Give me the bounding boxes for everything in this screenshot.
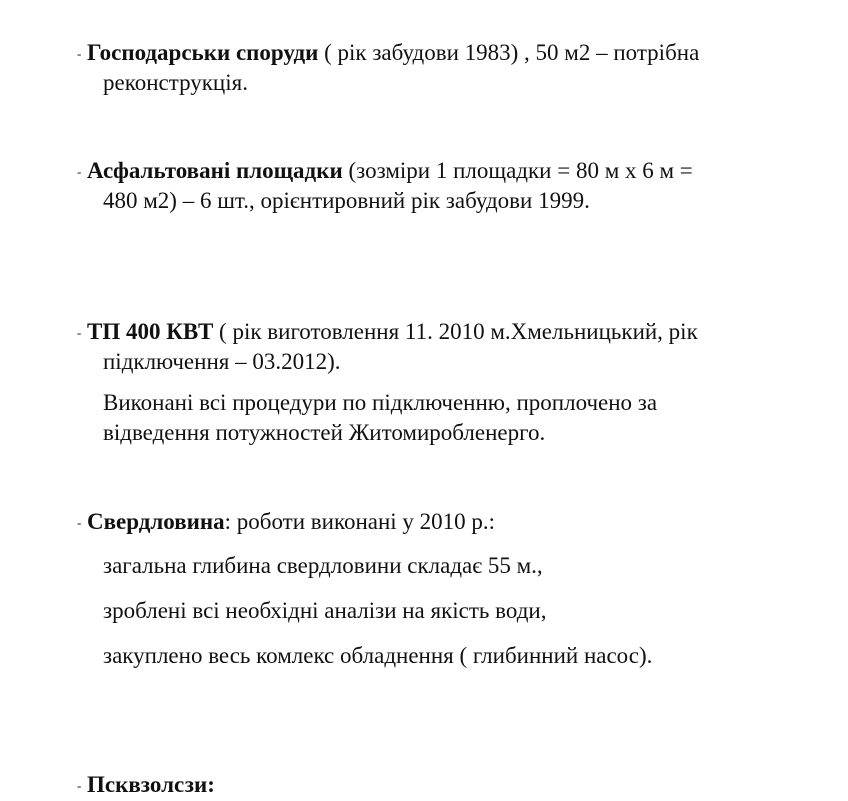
note-line: відведення потужностей Житомиробленерго. bbox=[103, 420, 546, 445]
bullet-dash: - bbox=[77, 778, 82, 793]
note-line: Виконані всі процедури по підключенню, проплочено за bbox=[103, 390, 658, 415]
list-item-outbuildings bbox=[77, 38, 797, 98]
item-continuation: підключення – 03.2012). bbox=[103, 349, 341, 374]
list-item-first-line bbox=[77, 770, 797, 800]
item-text: (зозміри 1 площадки = 80 м х 6 м = bbox=[342, 158, 693, 183]
well-depth-line: загальна глибина свердловини складає 55 м., bbox=[103, 553, 543, 578]
bullet-dash: - bbox=[77, 515, 82, 530]
list-item-first-line bbox=[77, 317, 797, 347]
list-item-transformer bbox=[77, 317, 797, 377]
item-continuation: 480 м2) – 6 шт., орієнтировний рік забудови 1999. bbox=[103, 188, 590, 213]
item-heading: Господарськи споруди bbox=[87, 40, 319, 65]
well-equipment-line: закуплено весь комлекс обладнення ( глибинний насос). bbox=[103, 643, 653, 668]
list-item-first-line bbox=[77, 38, 797, 68]
list-item-well bbox=[77, 507, 797, 537]
item-text: ( рік забудови 1983) , 50 м2 – потрібна bbox=[318, 40, 700, 65]
bullet-dash: - bbox=[77, 325, 82, 340]
item-continuation: реконструкція. bbox=[103, 70, 248, 95]
list-item-asphalt-areas bbox=[77, 156, 797, 216]
list-item-first-line bbox=[77, 507, 797, 537]
item-heading: Псквзолсзи: bbox=[87, 772, 215, 797]
item-heading: Свердловина bbox=[87, 509, 225, 534]
bullet-dash: - bbox=[77, 164, 82, 179]
list-item-first-line bbox=[77, 156, 797, 186]
item-text: : роботи виконані у 2010 р.: bbox=[224, 509, 496, 534]
bullet-dash: - bbox=[77, 46, 82, 61]
transformer-note bbox=[103, 388, 657, 448]
item-heading: ТП 400 КВТ bbox=[87, 319, 214, 344]
well-analysis-line: зроблені всі необхідні аналізи на якість води, bbox=[103, 598, 547, 623]
item-text: ( рік виготовлення 11. 2010 м.Хмельницький, рік bbox=[213, 319, 698, 344]
item-heading: Асфальтовані площадки bbox=[87, 158, 343, 183]
list-item-cutoff bbox=[77, 770, 797, 800]
